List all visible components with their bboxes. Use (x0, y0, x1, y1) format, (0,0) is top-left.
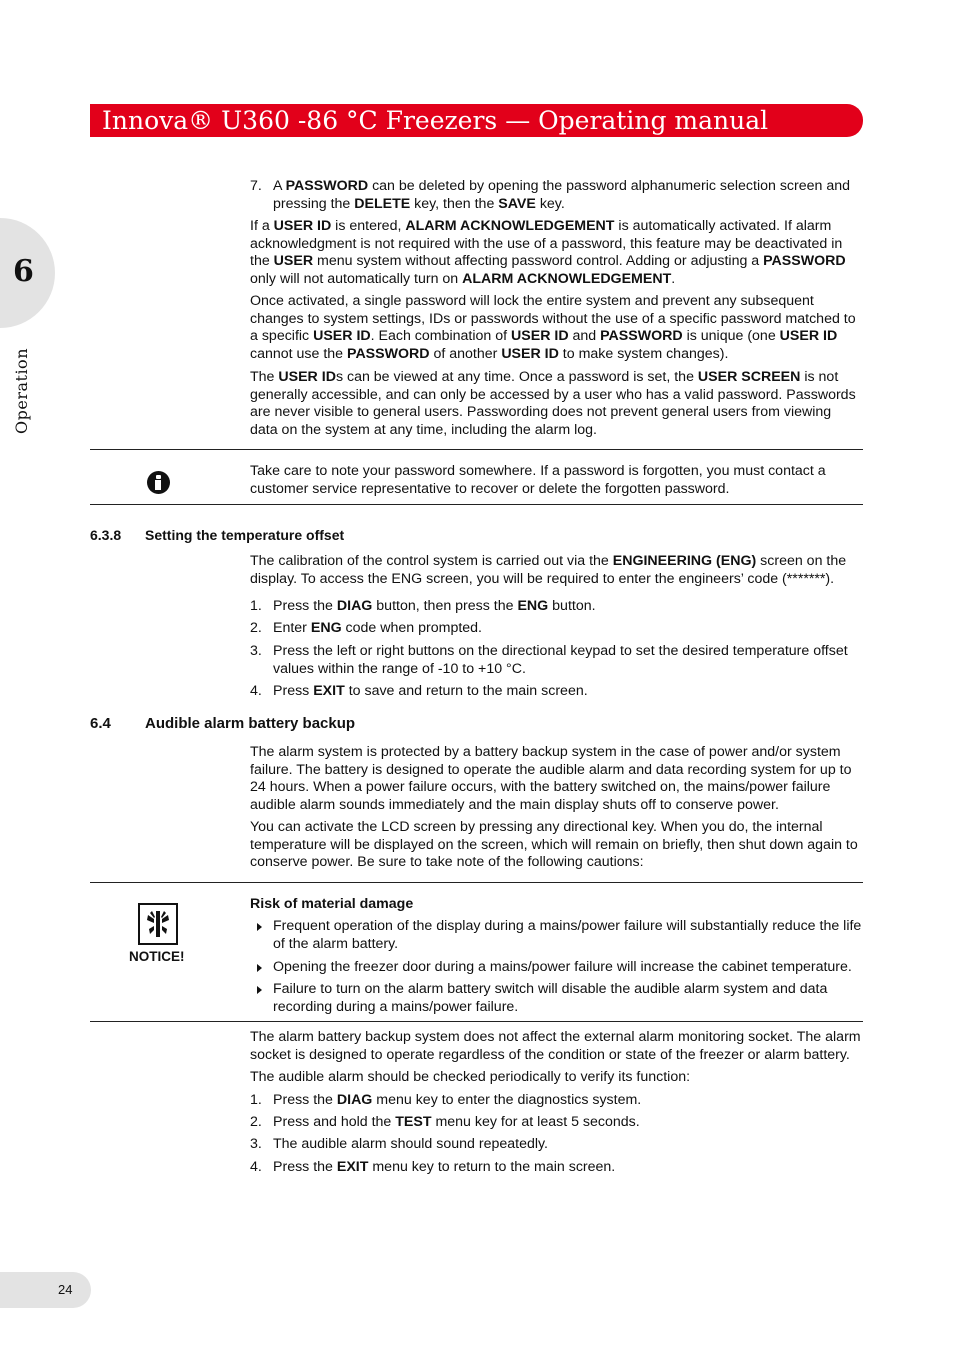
list-item (250, 598, 862, 616)
section-title: Setting the temperature offset (145, 527, 345, 543)
list-item (250, 1092, 862, 1110)
section-number: 6.3.8 (90, 527, 122, 543)
list-number: 4. (250, 1159, 262, 1175)
document-title: Innova® U360 -86 °C Freezers — Operating manual (102, 106, 769, 135)
list-text: Press the EXIT menu key to return to the main screen. (273, 1159, 616, 1175)
divider (90, 1021, 863, 1022)
list-number: 1. (250, 598, 262, 614)
list-item (250, 981, 862, 1016)
list-number: 3. (250, 643, 262, 659)
page-number-tab (0, 1272, 91, 1308)
section-side-label: Operation (12, 348, 31, 434)
list-item (250, 1159, 862, 1177)
list-text: A PASSWORD can be deleted by opening the password alphanumeric selection screen and pressing the DELETE key, then the SAVE key. (273, 178, 851, 212)
paragraph: The calibration of the control system is carried out via the ENGINEERING (ENG) screen on the display. To access the ENG screen, you will be required to enter the engineers’ code (*******). (250, 553, 847, 587)
list-text: Frequent operation of the display during a mains/power failure will substantially reduce the life of the alarm battery. (273, 918, 862, 952)
material-damage-icon (138, 903, 178, 945)
paragraph: The USER IDs can be viewed at any time. Once a password is set, the USER SCREEN is not generally accessible, and can only be accessed by a user who has a valid password. Passwords are never visible to general users. Passwording does not prevent general users from viewing data on the system at any time, including the alarm log. (250, 369, 856, 438)
info-icon (147, 471, 170, 494)
paragraph: If a USER ID is entered, ALARM ACKNOWLEDGEMENT is automatically activated. If alarm acknowledgment is not required with the use of a password, this feature may be deactivated in the USER menu system without affecting password control. Adding or adjusting a PASSWORD only will not automatically turn on ALARM ACKNOWLEDGEMENT. (250, 218, 846, 287)
paragraph: You can activate the LCD screen by pressing any directional key. When you do, the internal temperature will be displayed on the screen, which will remain on briefly, then shut down again to conserve power. Be sure to take note of the following cautions: (250, 819, 858, 871)
list-text: Press the DIAG menu key to enter the diagnostics system. (273, 1092, 642, 1108)
list-item (250, 959, 862, 977)
list-text: Enter ENG code when prompted. (273, 620, 482, 636)
list-text: Press and hold the TEST menu key for at least 5 seconds. (273, 1114, 640, 1130)
bullet-arrow-icon (257, 986, 262, 994)
chapter-number: 6 (13, 254, 34, 289)
list-number: 2. (250, 620, 262, 636)
header-banner (90, 104, 863, 137)
list-text: Press the DIAG button, then press the ENG button. (273, 598, 596, 614)
page-number: 24 (58, 1282, 73, 1297)
divider (90, 449, 863, 450)
section-number: 6.4 (90, 715, 111, 732)
paragraph: The alarm system is protected by a battery backup system in the case of power and/or system failure. The battery is designed to operate the audible alarm and data recording system for up to 24 hours. When a power failure occurs, with the battery switched on, the mains/power failure audible alarm sounds immediately and the main display shuts off to conserve power. (250, 744, 852, 813)
list-number: 1. (250, 1092, 262, 1108)
list-item (250, 620, 862, 638)
list-text: Opening the freezer door during a mains/power failure will increase the cabinet temperature. (273, 959, 852, 975)
paragraph: The audible alarm should be checked periodically to verify its function: (250, 1069, 691, 1085)
section-title: Audible alarm battery backup (145, 715, 356, 732)
divider (90, 504, 863, 505)
list-number: 3. (250, 1136, 262, 1152)
list-item (250, 918, 862, 953)
paragraph: Once activated, a single password will lock the entire system and prevent any subsequent changes to system settings, IDs or passwords without the use of a specific password matched to a specific USER ID. Each combination of USER ID and PASSWORD is unique (one USER ID cannot use the PASSWORD of another USER ID to make system changes). (250, 293, 856, 362)
notice-heading: Risk of material damage (250, 896, 414, 912)
list-text: Press the left or right buttons on the directional keypad to set the desired temperature offset values within the range of -10 to +10 °C. (273, 643, 848, 677)
list-item (250, 178, 862, 213)
paragraph: The alarm battery backup system does not affect the external alarm monitoring socket. The alarm socket is designed to operate regardless of the condition or state of the freezer or alarm battery. (250, 1029, 861, 1063)
list-item (250, 1136, 862, 1154)
list-item (250, 643, 862, 678)
list-text: The audible alarm should sound repeatedly. (273, 1136, 548, 1152)
list-number: 7. (250, 178, 262, 194)
list-number: 2. (250, 1114, 262, 1130)
bullet-arrow-icon (257, 964, 262, 972)
chapter-tab (0, 218, 55, 328)
notice-label: NOTICE! (129, 949, 185, 964)
list-item (250, 683, 862, 701)
divider (90, 882, 863, 883)
list-text: Press EXIT to save and return to the main screen. (273, 683, 588, 699)
list-text: Failure to turn on the alarm battery switch will disable the audible alarm system and data recording during a mains/power failure. (273, 981, 828, 1015)
list-item (250, 1114, 862, 1132)
list-number: 4. (250, 683, 262, 699)
bullet-arrow-icon (257, 923, 262, 931)
info-note-text: Take care to note your password somewhere. If a password is forgotten, you must contact a customer service representative to recover or delete the forgotten password. (250, 463, 826, 497)
